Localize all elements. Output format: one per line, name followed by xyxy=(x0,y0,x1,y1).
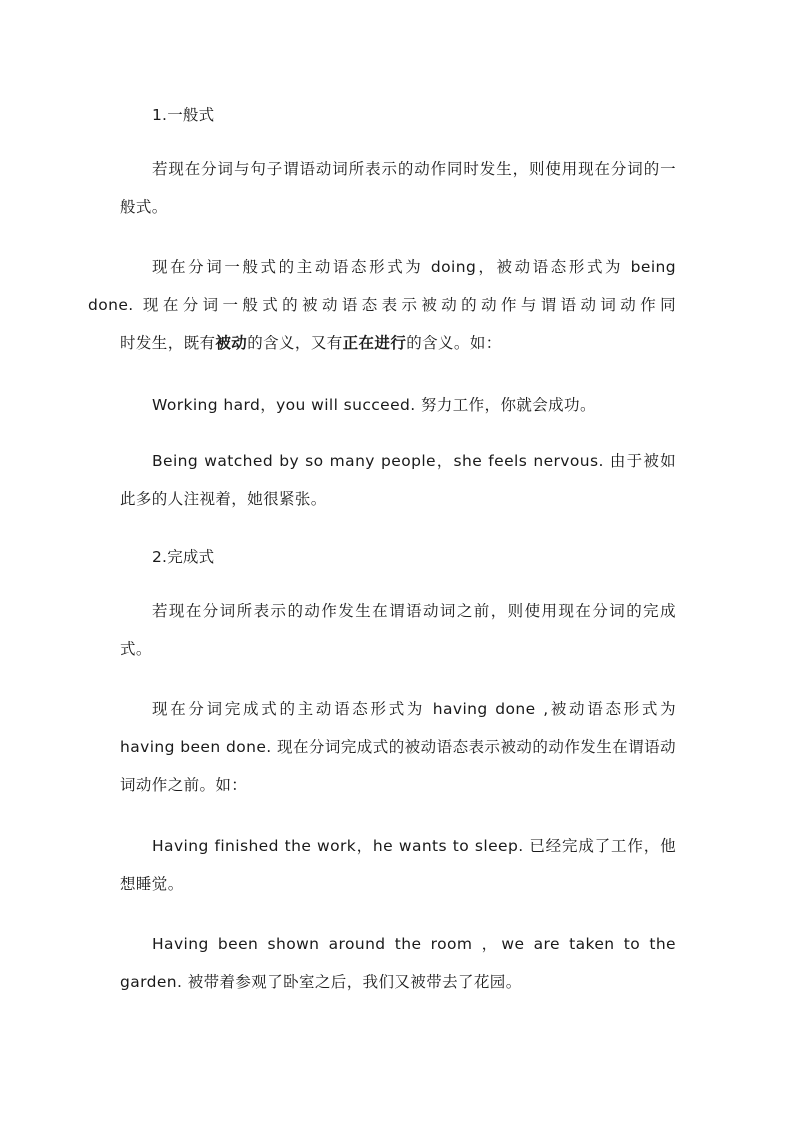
section-heading-perfect: 2.完成式 xyxy=(152,548,215,566)
emphasis-progressive: 正在进行 xyxy=(342,334,407,352)
form-line3-text-a: 时发生，既有 xyxy=(120,334,216,352)
paragraph-perfect-form: 现在分词完成式的主动语态形式为 having done ,被动语态形式为 having been done. 现在分词完成式的被动语态表示被动的动作发生在谓语动词动作之前。如： xyxy=(120,700,676,794)
paragraph-simple-rule: 若现在分词与句子谓语动词所表示的动作同时发生，则使用现在分词的一般式。 xyxy=(120,160,676,216)
paragraph-perfect-example2: Having been shown around the room ，we are taken to the garden. 被带着参观了卧室之后，我们又被带去了花园。 xyxy=(120,935,676,991)
paragraph-simple-form-line1: 现在分词一般式的主动语态形式为 doing，被动语态形式为 being xyxy=(152,258,676,276)
form-line3-text-c: 的含义。如： xyxy=(406,334,502,352)
paragraph-simple-form xyxy=(88,248,676,362)
paragraph-simple-form-line2: done. 现在分词一般式的被动语态表示被动的动作与谓语动词动作同 xyxy=(88,296,676,314)
emphasis-passive: 被动 xyxy=(215,334,248,352)
paragraph-simple-form-line3 xyxy=(88,324,676,362)
paragraph-perfect-rule: 若现在分词所表示的动作发生在谓语动词之前，则使用现在分词的完成式。 xyxy=(120,602,676,658)
paragraph-perfect-example1: Having finished the work，he wants to sleep. 已经完成了工作，他想睡觉。 xyxy=(120,837,676,893)
paragraph-simple-example2: Being watched by so many people，she feels nervous. 由于被如此多的人注视着，她很紧张。 xyxy=(120,452,676,508)
section-heading-simple: 1.一般式 xyxy=(152,106,215,124)
paragraph-simple-example1: Working hard，you will succeed. 努力工作，你就会成功。 xyxy=(152,396,596,414)
form-line3-text-b: 的含义，又有 xyxy=(247,334,343,352)
